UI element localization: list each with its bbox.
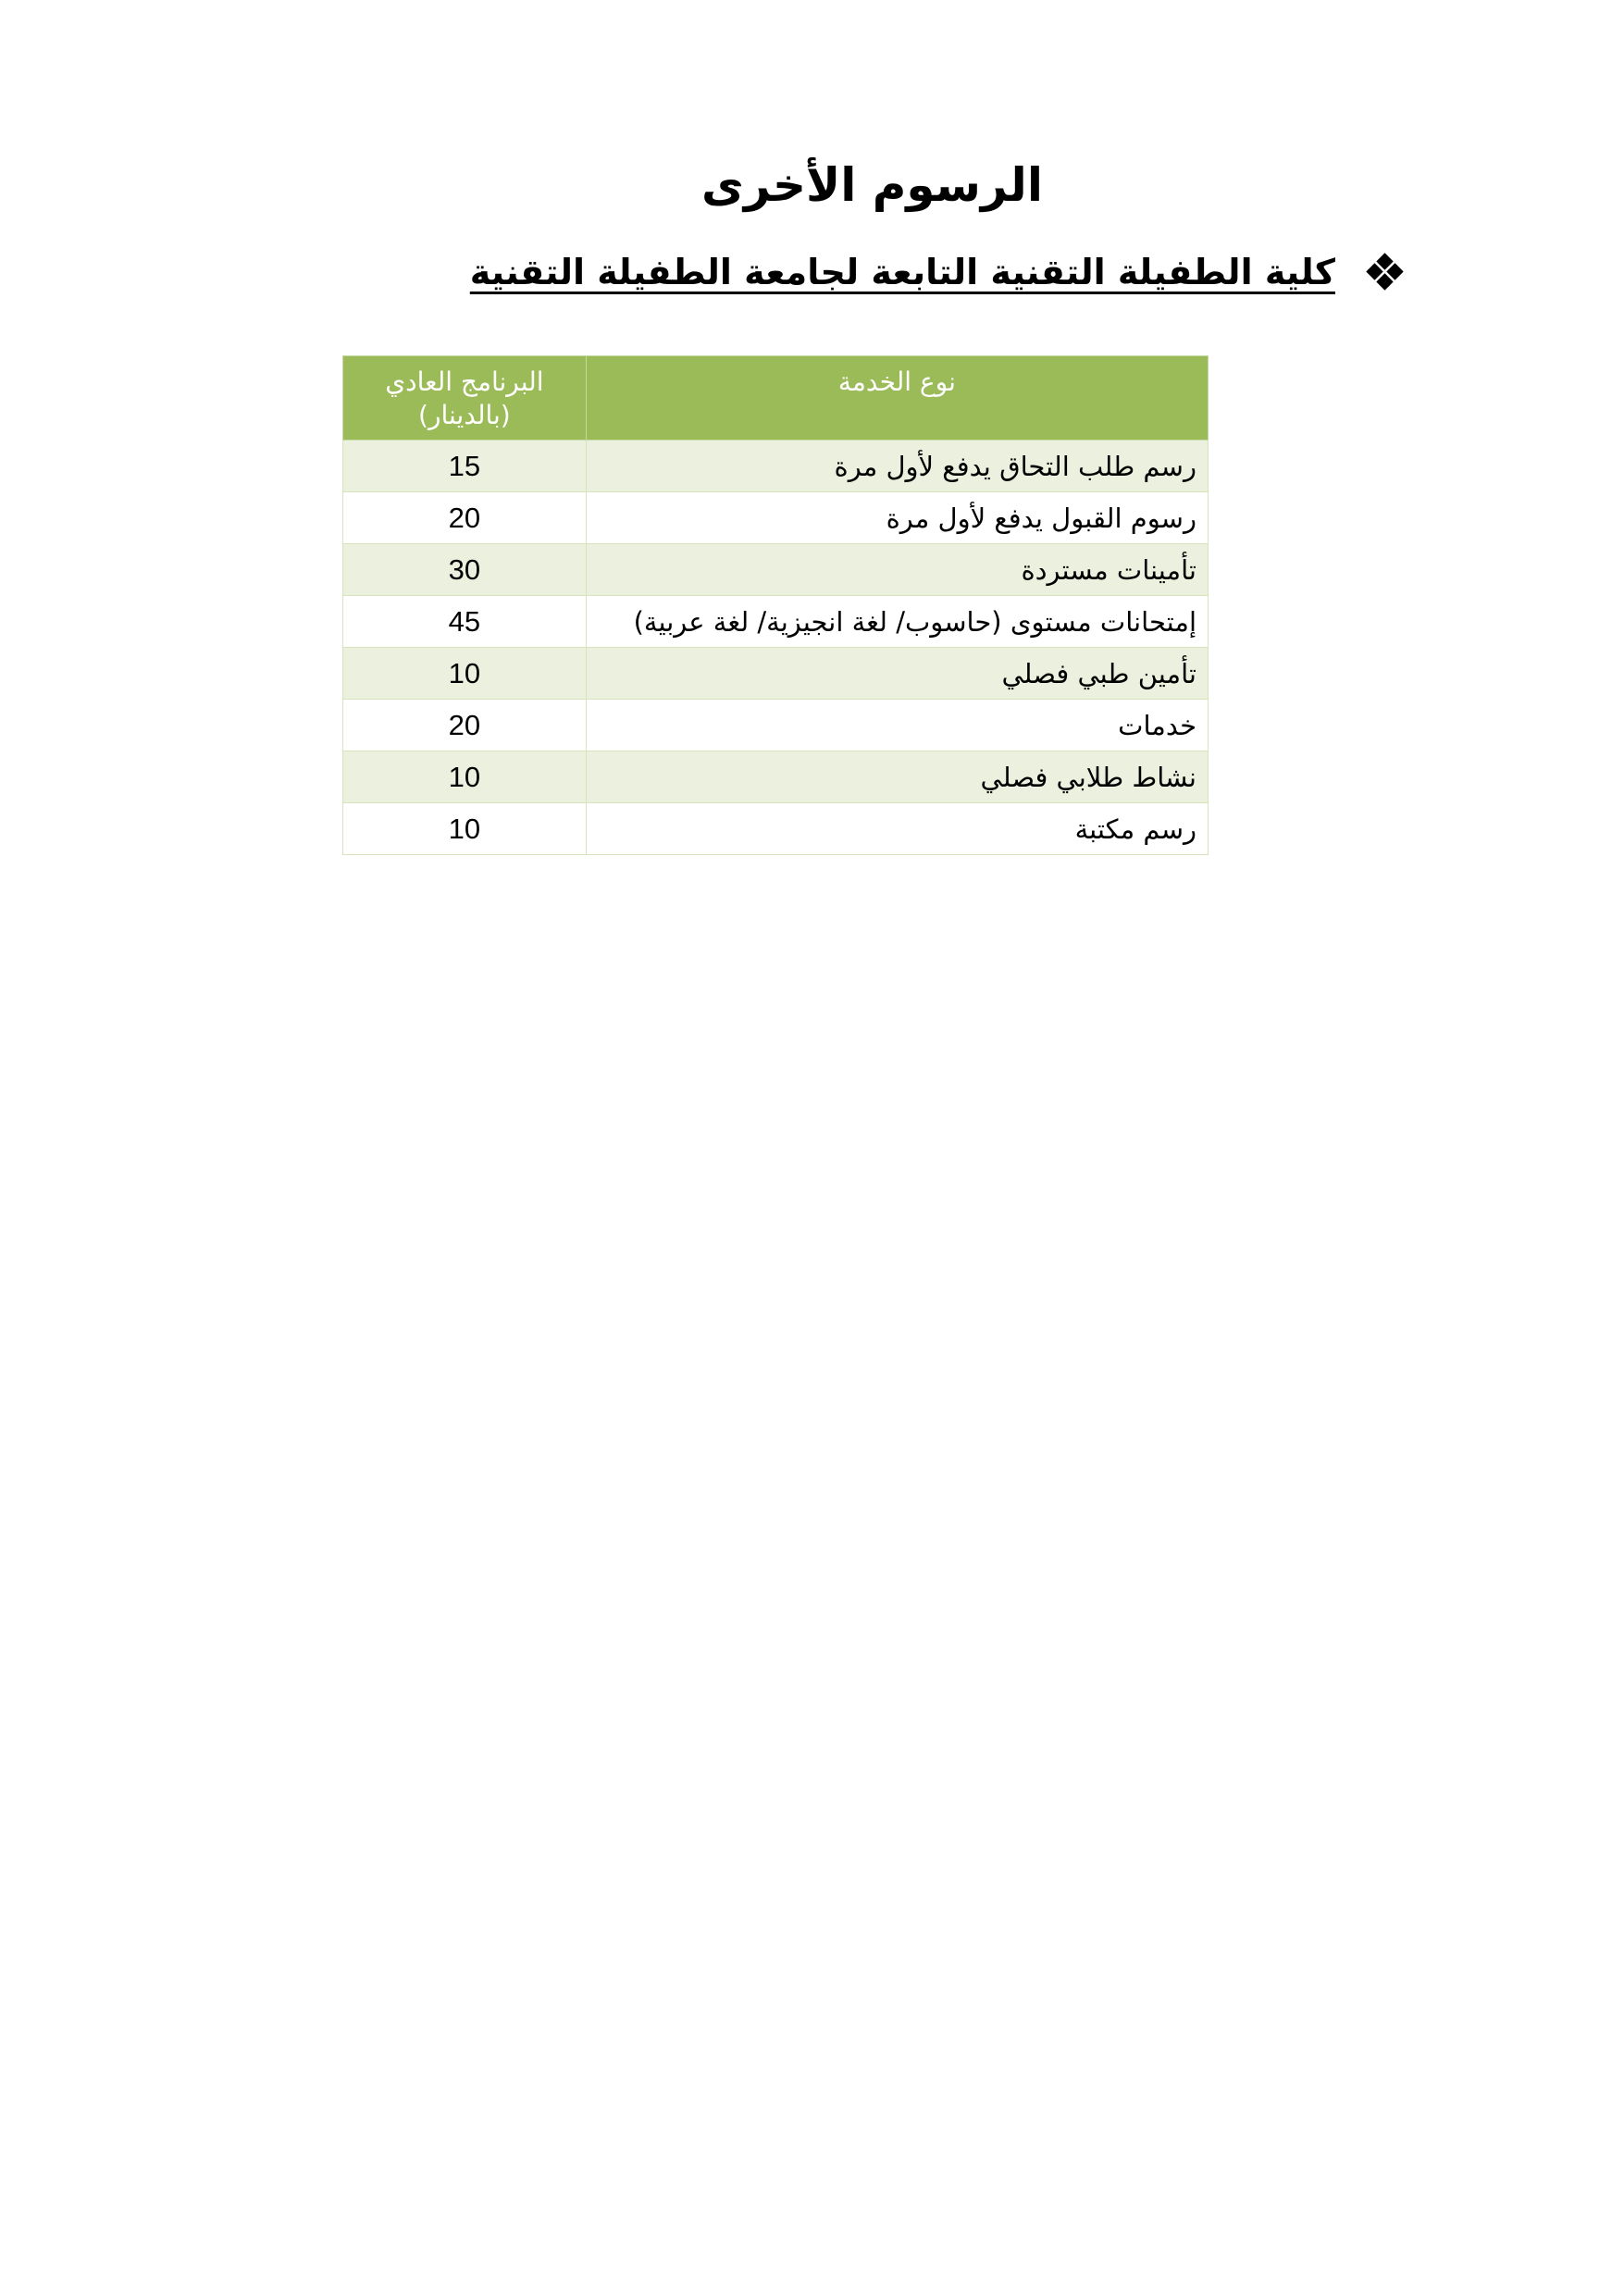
service-cell: خدمات: [586, 700, 1208, 751]
table-row: [343, 648, 1209, 700]
service-cell: إمتحانات مستوى (حاسوب/ لغة انجيزية/ لغة عربية): [586, 596, 1208, 648]
service-cell: رسوم القبول يدفع لأول مرة: [586, 492, 1208, 544]
price-cell: 30: [343, 544, 587, 596]
section-heading: [470, 248, 1402, 296]
fees-table: [342, 355, 1209, 855]
price-cell: 20: [343, 492, 587, 544]
table-row: [343, 544, 1209, 596]
price-cell: 15: [343, 441, 587, 492]
page-title: الرسوم الأخرى: [701, 158, 1043, 212]
price-cell: 20: [343, 700, 587, 751]
table-row: [343, 803, 1209, 855]
service-cell: رسم مكتبة: [586, 803, 1208, 855]
diamond-bullet-icon: [1369, 255, 1402, 289]
price-cell: 45: [343, 596, 587, 648]
price-cell: 10: [343, 803, 587, 855]
price-cell: 10: [343, 751, 587, 803]
column-header-price: البرنامج العادي (بالدينار): [343, 356, 587, 441]
table-row: [343, 751, 1209, 803]
service-cell: نشاط طلابي فصلي: [586, 751, 1208, 803]
service-cell: تأمين طبي فصلي: [586, 648, 1208, 700]
table-header-row: [343, 356, 1209, 441]
section-heading-text: كلية الطفيلة التقنية التابعة لجامعة الطفيلة التقنية: [469, 252, 1335, 292]
table-row: [343, 700, 1209, 751]
table-row: [343, 492, 1209, 544]
service-cell: رسم طلب التحاق يدفع لأول مرة: [586, 441, 1208, 492]
table-row: [343, 596, 1209, 648]
column-header-service: نوع الخدمة: [586, 356, 1208, 441]
price-cell: 10: [343, 648, 587, 700]
table-row: [343, 441, 1209, 492]
service-cell: تأمينات مستردة: [586, 544, 1208, 596]
